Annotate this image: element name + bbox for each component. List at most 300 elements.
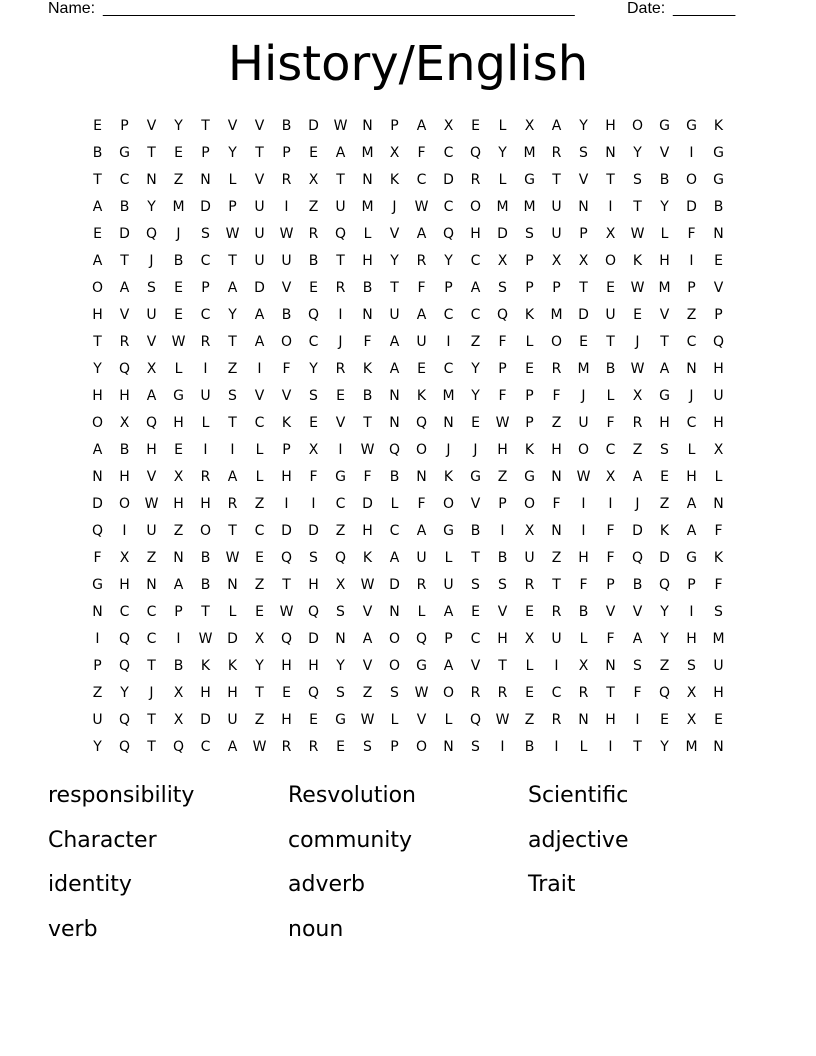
grid-letter: Z [470, 333, 481, 350]
grid-letter: Q [334, 225, 347, 242]
grid-letter: V [335, 414, 346, 431]
grid-letter: I [554, 657, 559, 674]
grid-letter: P [579, 225, 588, 242]
grid-letter: A [227, 468, 238, 485]
grid-letter: S [228, 387, 237, 404]
grid-letter: J [635, 495, 640, 512]
grid-letter: U [389, 306, 400, 323]
grid-letter: Z [686, 306, 697, 323]
grid-letter: B [470, 522, 481, 539]
grid-letter: B [200, 576, 211, 593]
grid-letter: A [443, 603, 454, 620]
grid-letter: U [254, 225, 265, 242]
grid-letter: L [228, 171, 237, 188]
grid-letter: N [227, 576, 238, 593]
grid-letter: P [93, 657, 102, 674]
grid-letter: G [659, 117, 670, 134]
grid-letter: S [336, 603, 345, 620]
grid-letter: U [146, 306, 157, 323]
grid-letter: X [146, 360, 157, 377]
grid-letter: P [552, 279, 561, 296]
grid-letter: D [389, 576, 400, 593]
grid-letter: T [201, 117, 210, 134]
word-list-item: adjective [528, 827, 629, 853]
grid-letter: O [91, 279, 104, 296]
grid-letter: X [605, 468, 616, 485]
grid-letter: E [174, 144, 183, 161]
grid-letter: A [443, 657, 454, 674]
grid-letter: T [228, 333, 237, 350]
grid-letter: S [471, 738, 480, 755]
grid-letter: W [630, 279, 645, 296]
grid-letter: V [389, 225, 400, 242]
grid-letter: K [227, 657, 238, 674]
grid-letter: H [308, 576, 319, 593]
grid-letter: D [632, 522, 643, 539]
grid-letter: A [686, 495, 697, 512]
grid-letter: O [550, 333, 563, 350]
grid-letter: V [281, 387, 292, 404]
grid-letter: B [578, 603, 589, 620]
grid-letter: C [443, 306, 454, 323]
grid-letter: E [93, 225, 102, 242]
grid-letter: X [119, 549, 130, 566]
grid-letter: A [686, 522, 697, 539]
grid-letter: C [443, 144, 454, 161]
grid-letter: P [498, 495, 507, 512]
grid-letter: T [228, 414, 237, 431]
grid-letter: K [281, 414, 292, 431]
grid-letter: Q [280, 630, 293, 647]
grid-letter: W [279, 225, 294, 242]
grid-letter: R [281, 738, 292, 755]
grid-letter: Q [307, 684, 320, 701]
grid-letter: F [93, 549, 102, 566]
grid-letter: I [284, 198, 289, 215]
grid-letter: R [335, 360, 346, 377]
grid-letter: H [497, 630, 508, 647]
grid-letter: K [713, 117, 724, 134]
grid-letter: T [120, 252, 129, 269]
grid-letter: B [119, 441, 130, 458]
grid-letter: P [390, 738, 399, 755]
grid-letter: E [714, 252, 723, 269]
grid-letter: N [200, 171, 211, 188]
grid-letter: C [200, 252, 211, 269]
grid-letter: L [444, 711, 453, 728]
grid-letter: V [659, 306, 670, 323]
grid-letter: R [119, 333, 130, 350]
grid-letter: A [551, 117, 562, 134]
grid-letter: N [443, 414, 454, 431]
grid-letter: C [200, 306, 211, 323]
grid-letter: M [550, 306, 563, 323]
grid-letter: Q [118, 360, 131, 377]
grid-letter: R [632, 414, 643, 431]
grid-letter: P [390, 117, 399, 134]
grid-letter: Y [309, 360, 318, 377]
grid-letter: X [524, 630, 535, 647]
grid-letter: C [335, 495, 346, 512]
grid-letter: A [92, 198, 103, 215]
grid-letter: F [633, 684, 642, 701]
grid-letter: G [713, 144, 724, 161]
grid-letter: S [147, 279, 156, 296]
grid-letter: N [362, 117, 373, 134]
grid-letter: P [525, 387, 534, 404]
grid-letter: J [392, 198, 397, 215]
grid-letter: U [146, 522, 157, 539]
grid-letter: L [525, 333, 534, 350]
grid-letter: J [689, 387, 694, 404]
grid-letter: D [686, 198, 697, 215]
grid-letter: K [524, 306, 535, 323]
grid-letter: D [362, 495, 373, 512]
grid-letter: P [282, 441, 291, 458]
grid-letter: A [146, 387, 157, 404]
grid-letter: R [416, 252, 427, 269]
grid-letter: G [713, 171, 724, 188]
grid-letter: F [552, 387, 561, 404]
grid-letter: C [443, 360, 454, 377]
grid-letter: N [551, 522, 562, 539]
grid-letter: Z [146, 549, 157, 566]
grid-letter: E [525, 603, 534, 620]
grid-letter: N [362, 306, 373, 323]
grid-letter: D [308, 630, 319, 647]
grid-letter: O [442, 495, 455, 512]
grid-letter: Q [469, 144, 482, 161]
grid-letter: B [173, 252, 184, 269]
grid-letter: A [227, 279, 238, 296]
grid-letter: I [689, 252, 694, 269]
grid-letter: D [497, 225, 508, 242]
grid-letter: O [91, 414, 104, 431]
grid-letter: T [255, 144, 264, 161]
grid-letter: L [714, 468, 723, 485]
grid-letter: Y [255, 657, 264, 674]
grid-letter: T [633, 738, 642, 755]
grid-letter: Q [442, 225, 455, 242]
grid-letter: F [363, 333, 372, 350]
grid-letter: U [578, 414, 589, 431]
grid-letter: E [174, 306, 183, 323]
grid-letter: V [254, 171, 265, 188]
grid-letter: L [579, 630, 588, 647]
grid-letter: E [471, 414, 480, 431]
grid-letter: Z [362, 684, 373, 701]
grid-letter: P [174, 603, 183, 620]
word-list-item: verb [48, 916, 98, 942]
grid-letter: H [92, 306, 103, 323]
grid-letter: T [633, 198, 642, 215]
grid-letter: X [173, 468, 184, 485]
grid-letter: K [362, 549, 373, 566]
grid-letter: M [361, 198, 374, 215]
grid-letter: Q [658, 684, 671, 701]
grid-letter: B [632, 576, 643, 593]
grid-letter: U [416, 333, 427, 350]
grid-letter: O [469, 198, 482, 215]
grid-letter: H [713, 414, 724, 431]
grid-letter: H [362, 522, 373, 539]
grid-letter: T [93, 333, 102, 350]
grid-letter: Z [659, 657, 670, 674]
grid-letter: N [389, 387, 400, 404]
grid-letter: V [254, 387, 265, 404]
grid-letter: T [255, 684, 264, 701]
grid-letter: U [551, 630, 562, 647]
grid-letter: H [119, 576, 130, 593]
grid-letter: F [606, 522, 615, 539]
grid-letter: S [687, 657, 696, 674]
grid-letter: E [309, 144, 318, 161]
grid-letter: T [606, 333, 615, 350]
word-list-item: noun [288, 916, 344, 942]
grid-letter: T [498, 657, 507, 674]
grid-letter: H [119, 387, 130, 404]
grid-letter: S [579, 144, 588, 161]
grid-letter: P [714, 306, 723, 323]
grid-letter: E [255, 603, 264, 620]
grid-letter: R [281, 171, 292, 188]
grid-letter: U [416, 549, 427, 566]
grid-letter: Z [308, 198, 319, 215]
grid-letter: P [606, 576, 615, 593]
grid-letter: E [633, 306, 642, 323]
grid-letter: F [363, 468, 372, 485]
grid-letter: O [442, 684, 455, 701]
grid-letter: T [579, 279, 588, 296]
grid-letter: I [608, 198, 613, 215]
word-list-item: Resvolution [288, 783, 416, 808]
grid-letter: Y [660, 738, 669, 755]
grid-letter: P [282, 144, 291, 161]
grid-letter: Y [660, 198, 669, 215]
grid-letter: O [280, 333, 293, 350]
grid-letter: X [686, 684, 697, 701]
grid-letter: R [524, 576, 535, 593]
grid-letter: Q [388, 441, 401, 458]
grid-letter: R [470, 684, 481, 701]
grid-letter: U [92, 711, 103, 728]
grid-letter: E [525, 360, 534, 377]
grid-letter: L [498, 171, 507, 188]
word-list-item: Character [48, 827, 157, 853]
grid-letter: Y [390, 252, 399, 269]
grid-letter: O [415, 441, 428, 458]
grid-letter: N [335, 630, 346, 647]
grid-letter: K [200, 657, 211, 674]
grid-letter: X [551, 252, 562, 269]
grid-letter: M [442, 387, 455, 404]
grid-letter: J [473, 441, 478, 458]
grid-letter: Q [631, 549, 644, 566]
grid-letter: B [362, 387, 373, 404]
grid-letter: Z [173, 522, 184, 539]
grid-letter: W [495, 414, 510, 431]
grid-letter: D [659, 549, 670, 566]
grid-letter: Q [145, 414, 158, 431]
grid-letter: Y [471, 360, 480, 377]
grid-letter: X [686, 711, 697, 728]
grid-letter: F [606, 630, 615, 647]
grid-letter: Y [147, 198, 156, 215]
grid-letter: S [471, 576, 480, 593]
grid-letter: Q [658, 576, 671, 593]
grid-letter: V [146, 333, 157, 350]
grid-letter: M [577, 360, 590, 377]
grid-letter: A [632, 468, 643, 485]
grid-letter: G [686, 549, 697, 566]
grid-letter: G [524, 171, 535, 188]
grid-letter: W [171, 333, 186, 350]
word-list-item: identity [48, 872, 132, 897]
grid-letter: W [414, 198, 429, 215]
grid-letter: X [308, 171, 319, 188]
grid-letter: Y [228, 306, 237, 323]
grid-letter: Q [91, 522, 104, 539]
grid-letter: R [308, 225, 319, 242]
grid-letter: H [551, 441, 562, 458]
grid-letter: U [254, 198, 265, 215]
grid-letter: I [689, 603, 694, 620]
grid-letter: X [578, 657, 589, 674]
grid-letter: A [389, 549, 400, 566]
date-blank: _______ [673, 0, 736, 17]
grid-letter: S [633, 171, 642, 188]
grid-letter: A [173, 576, 184, 593]
grid-letter: J [176, 225, 181, 242]
grid-letter: L [498, 117, 507, 134]
grid-letter: R [551, 603, 562, 620]
grid-letter: G [119, 144, 130, 161]
grid-letter: C [146, 630, 157, 647]
grid-letter: G [659, 387, 670, 404]
grid-letter: E [525, 684, 534, 701]
grid-letter: Z [632, 441, 643, 458]
grid-letter: H [659, 414, 670, 431]
grid-letter: H [686, 468, 697, 485]
grid-letter: P [687, 279, 696, 296]
grid-letter: C [119, 171, 130, 188]
grid-letter: C [470, 306, 481, 323]
grid-letter: T [363, 414, 372, 431]
grid-letter: M [172, 198, 185, 215]
grid-letter: Y [660, 630, 669, 647]
grid-letter: E [660, 711, 669, 728]
grid-letter: Q [712, 333, 725, 350]
grid-letter: Q [307, 603, 320, 620]
grid-letter: P [120, 117, 129, 134]
grid-letter: A [416, 306, 427, 323]
grid-letter: X [497, 252, 508, 269]
grid-letter: C [443, 198, 454, 215]
grid-letter: N [443, 738, 454, 755]
grid-letter: H [308, 657, 319, 674]
grid-letter: X [443, 117, 454, 134]
grid-letter: I [95, 630, 100, 647]
grid-letter: V [227, 117, 238, 134]
grid-letter: S [498, 279, 507, 296]
grid-letter: I [689, 144, 694, 161]
grid-letter: D [119, 225, 130, 242]
page-title: History/English [227, 36, 589, 92]
grid-letter: U [551, 225, 562, 242]
grid-letter: Y [633, 144, 642, 161]
grid-letter: B [389, 468, 400, 485]
grid-letter: T [228, 522, 237, 539]
grid-letter: U [227, 711, 238, 728]
grid-letter: I [500, 738, 505, 755]
grid-letter: B [200, 549, 211, 566]
grid-letter: F [606, 549, 615, 566]
grid-letter: A [227, 738, 238, 755]
grid-letter: V [362, 657, 373, 674]
name-label: Name: [48, 0, 96, 17]
grid-letter: L [228, 603, 237, 620]
grid-letter: M [361, 144, 374, 161]
grid-letter: T [147, 738, 156, 755]
grid-letter: H [470, 225, 481, 242]
grid-letter: R [308, 738, 319, 755]
grid-letter: E [309, 711, 318, 728]
grid-letter: O [604, 252, 617, 269]
grid-letter: B [713, 198, 724, 215]
word-list-item: responsibility [48, 783, 195, 808]
grid-letter: W [360, 441, 375, 458]
grid-letter: X [119, 414, 130, 431]
grid-letter: I [338, 306, 343, 323]
grid-letter: C [254, 414, 265, 431]
grid-letter: F [714, 522, 723, 539]
grid-letter: Z [335, 522, 346, 539]
grid-letter: F [579, 576, 588, 593]
grid-letter: T [606, 171, 615, 188]
grid-letter: K [632, 252, 643, 269]
grid-letter: J [149, 252, 154, 269]
grid-letter: C [200, 738, 211, 755]
grid-letter: H [200, 495, 211, 512]
grid-letter: O [577, 441, 590, 458]
grid-letter: Y [498, 144, 507, 161]
grid-letter: F [552, 495, 561, 512]
grid-letter: C [254, 522, 265, 539]
grid-letter: K [659, 522, 670, 539]
grid-letter: L [660, 225, 669, 242]
grid-letter: C [686, 414, 697, 431]
grid-letter: E [282, 684, 291, 701]
grid-letter: T [471, 549, 480, 566]
grid-letter: O [199, 522, 212, 539]
grid-letter: D [578, 306, 589, 323]
grid-letter: X [335, 576, 346, 593]
grid-letter: D [227, 630, 238, 647]
grid-letter: O [523, 495, 536, 512]
grid-letter: I [176, 630, 181, 647]
grid-letter: B [308, 252, 319, 269]
grid-letter: R [497, 684, 508, 701]
grid-letter: E [309, 279, 318, 296]
grid-letter: T [606, 684, 615, 701]
grid-letter: T [201, 603, 210, 620]
grid-letter: C [551, 684, 562, 701]
grid-letter: W [225, 225, 240, 242]
grid-letter: S [390, 684, 399, 701]
grid-letter: G [524, 468, 535, 485]
grid-letter: D [200, 711, 211, 728]
grid-letter: A [254, 306, 265, 323]
